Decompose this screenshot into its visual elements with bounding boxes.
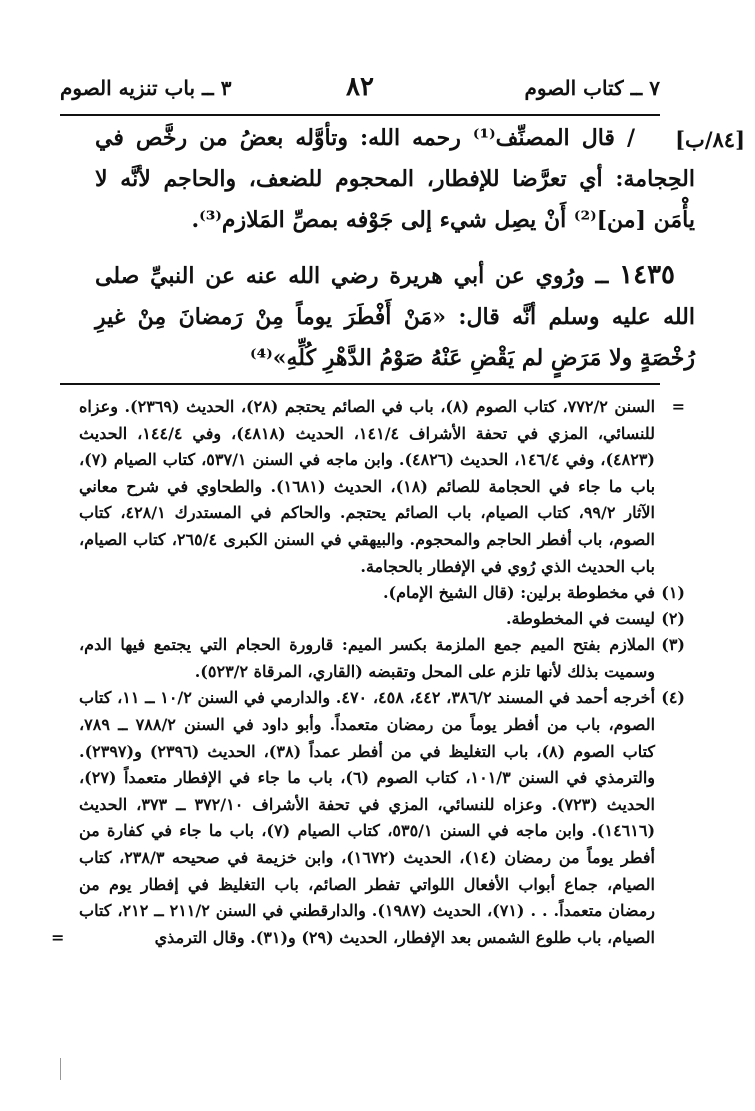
footnote-text: أخرجه أحمد في المسند ٣٨٦/٢، ٤٤٢، ٤٥٨، ٤٧٠. والدارمي في السنن ١٠/٢ ــ ١١، كتاب الصوم، باب من أفطر يوماً من رمضان متعمداً. وأبو داود في السنن ٧٨٨/٢ ــ ٧٨٩، كتاب الصوم (٨)، باب التغليظ في من أفطر عمداً (٣٨)، الحديث (٢٣٩٦) و(٢٣٩٧). والترمذي في السنن ١٠١/٣، كتاب الصوم (٦)، باب ما جاء في الإفطار متعمداً (٢٧)، الحديث (٧٢٣). وعزاه للنسائي، المزي في تحفة الأشراف ٣٧٢/١٠ ــ ٣٧٣، الحديث (١٤٦١٦). وابن ماجه في السنن ٥٣٥/١، كتاب الصيام (٧)، باب ما جاء في كفارة من أفطر يوماً من رمضان (١٤)، الحديث (١٦٧٢)، وابن خزيمة في صحيحه ٢٣٨/٣، كتاب الصيام، جماع أبواب الأفعال اللواتي تفطر الصائم، باب التغليظ في إفطار يوم من رمضان متعمداً. . . (٧١)، الحديث (١٩٨٧). والدارقطني في السنن ٢١١/٢ ــ ٢١٢، كتاب الصيام، باب طلوع الشمس بعد الإفطار، الحديث (٢٩) و(٣١). وقال الترمذي: [79, 688, 656, 947]
footnote-3: [79, 632, 695, 685]
header-divider: [60, 114, 660, 116]
page-number: ٨٢: [346, 72, 374, 102]
footnote-mark: (٢): [661, 609, 685, 629]
commentary-paragraph: / قال المصنِّف⁽¹⁾ رحمه الله: وتأوَّله بعضُ من رخَّص في الحِجامة: أي تعرَّضا للإفطار، المحجوم للضعف، والحاجم لأنَّه لا يأْمَن [من]⁽²⁾ أَنْ يصِل شيء إلى جَوْفه بمصِّ المَلازم⁽³⁾.: [95, 125, 695, 233]
footnote-text: السنن ٧٧٢/٢، كتاب الصوم (٨)، باب في الصائم يحتجم (٢٨)، الحديث (٢٣٦٩). وعزاه للنسائي، المزي في تحفة الأشراف ١٤١/٤، الحديث (٤٨١٨)، وفي ١٤٤/٤، الحديث (٤٨٢٣)، وفي ١٤٦/٤، الحديث (٤٨٢٦). وابن ماجه في السنن ٥٣٧/١، كتاب الصيام (٧)، باب ما جاء في الحجامة للصائم (١٨)، الحديث (١٦٨١). والطحاوي في شرح معاني الآثار ٩٩/٢، كتاب الصيام، باب الصائم يحتجم. والحاكم في المستدرك ٤٢٨/١، كتاب الصوم، باب أفطر الحاجم والمحجوم. والبيهقي في السنن الكبرى ٢٦٥/٤، كتاب الصيام، باب الحديث الذي رُوي في الإفطار بالحجامة.: [79, 397, 656, 576]
footnote-1: [79, 580, 695, 606]
footnote-text: في مخطوطة برلين: (قال الشيخ الإمام).: [382, 583, 655, 603]
continuation-mark: =: [671, 397, 685, 416]
chapter-title: ٧ ــ كتاب الصوم: [524, 76, 660, 100]
footnote-mark: (١): [661, 583, 685, 603]
footnote-2: [79, 606, 695, 632]
footnotes: [51, 394, 695, 951]
margin-mark: [60, 1058, 61, 1080]
continuation-end-mark: =: [51, 927, 65, 947]
hadith-number: ١٤٣٥: [619, 260, 675, 290]
manuscript-page-ref: [٨٤/ب]: [675, 127, 745, 152]
footnote-divider: [60, 383, 660, 385]
footnote-continuation: [79, 394, 695, 580]
footnote-text: ليست في المخطوطة.: [506, 609, 655, 629]
section-title: ٣ ــ باب تنزيه الصوم: [60, 76, 232, 100]
footnote-mark: (٤): [661, 688, 685, 708]
running-header: [60, 72, 660, 112]
hadith-paragraph: [95, 255, 695, 379]
footnote-text: الملازم بفتح الميم جمع الملزمة بكسر الميم: قارورة الحجام التي يجتمع فيها الدم، وسميت بذلك لأنها تلزم على المحل وتقبضه (القاري، المرقاة ٥٢٣/٢).: [79, 635, 655, 681]
main-text: [95, 118, 695, 379]
footnote-mark: (٣): [661, 635, 685, 655]
footnote-4: [51, 685, 695, 951]
hadith-text: ــ ورُوي عن أبي هريرة رضي الله عنه عن النبيِّ صلى الله عليه وسلم أنَّه قال: «مَنْ أَفْطَرَ يوماً مِنْ رَمضانَ مِنْ غيرِ رُخْصَةٍ ولا مَرَضٍ لم يَقْضِ عَنْهُ صَوْمُ الدَّهْرِ كُلِّهِ»⁽⁴⁾: [95, 263, 695, 371]
